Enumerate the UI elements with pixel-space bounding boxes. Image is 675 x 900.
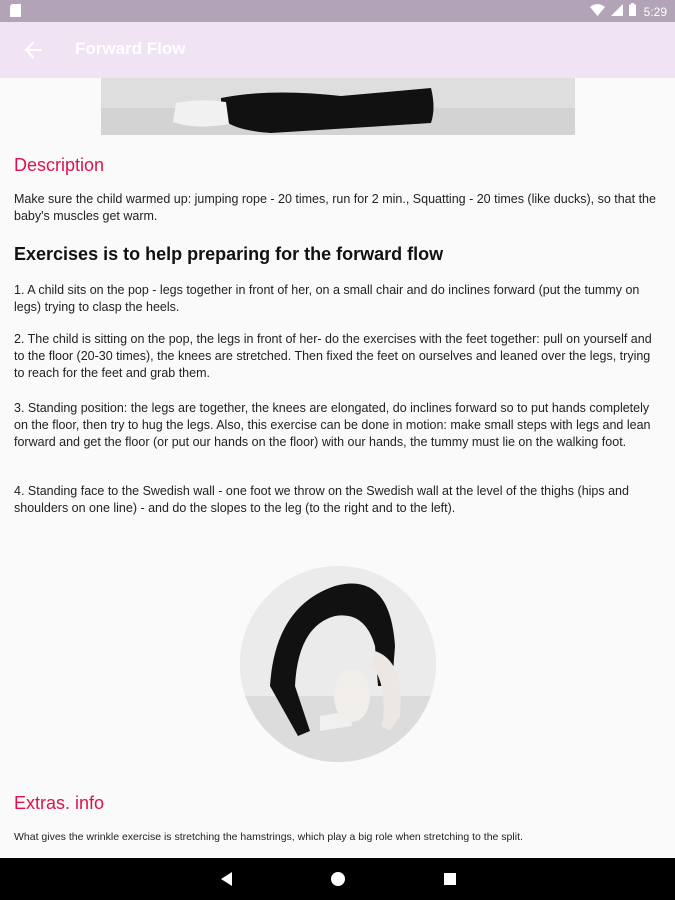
- clock: 5:29: [643, 5, 667, 19]
- wifi-icon: [590, 3, 605, 21]
- arrow-left-icon: [20, 37, 46, 63]
- extras-heading: Extras. info: [14, 793, 105, 813]
- app-bar: [0, 22, 675, 78]
- sim-icon: [10, 4, 21, 17]
- back-triangle-icon[interactable]: [217, 869, 237, 889]
- scroll-content[interactable]: [0, 78, 675, 858]
- exercise-item: 2. The child is sitting on the pop, the legs in front of her- do the exercises with the feet together: pull on yourself and to the floor (20-30 times), the knees are stretched. Then fixed the feet on ourselves and leaned over the legs, trying to reach for the feet and grab them.: [14, 332, 652, 380]
- status-icons: [590, 3, 667, 21]
- recents-square-icon[interactable]: [440, 869, 460, 889]
- page-title: Forward Flow: [75, 39, 186, 58]
- exercises-heading: Exercises is to help preparing for the forward flow: [14, 244, 444, 264]
- back-button[interactable]: [20, 37, 46, 63]
- status-bar: [0, 0, 675, 22]
- exercise-item: 3. Standing position: the legs are together, the knees are elongated, do inclines forward so to put hands completely on the floor, then try to hug the legs. Also, this exercise can be done in motion: make small steps with legs and lean forward and get the floor (or put our hands on the floor) with our hands, the tummy must lie on the walking foot.: [14, 401, 651, 449]
- extras-text: What gives the wrinkle exercise is stretching the hamstrings, which play a big role when stretching to the split.: [14, 831, 523, 843]
- home-circle-icon[interactable]: [328, 869, 348, 889]
- description-heading: Description: [14, 155, 105, 175]
- exercise-item: 1. A child sits on the pop - legs together in front of her, on a small chair and do inclines forward (put the tummy on legs) trying to clasp the heels.: [14, 283, 640, 314]
- navigation-bar: [0, 858, 675, 900]
- description-text: Make sure the child warmed up: jumping rope - 20 times, run for 2 min., Squatting - 20 times (like ducks), so that the baby's muscles get warm.: [14, 192, 656, 223]
- hero-image: [101, 78, 575, 135]
- exercise-item: 4. Standing face to the Swedish wall - one foot we throw on the Swedish wall at the level of the thighs (hips and shoulders on one line) - and do the slopes to the leg (to the right and to the left).: [14, 484, 629, 515]
- bridge-pose-image: [240, 566, 436, 762]
- battery-icon: [629, 3, 636, 21]
- signal-icon: [611, 3, 623, 21]
